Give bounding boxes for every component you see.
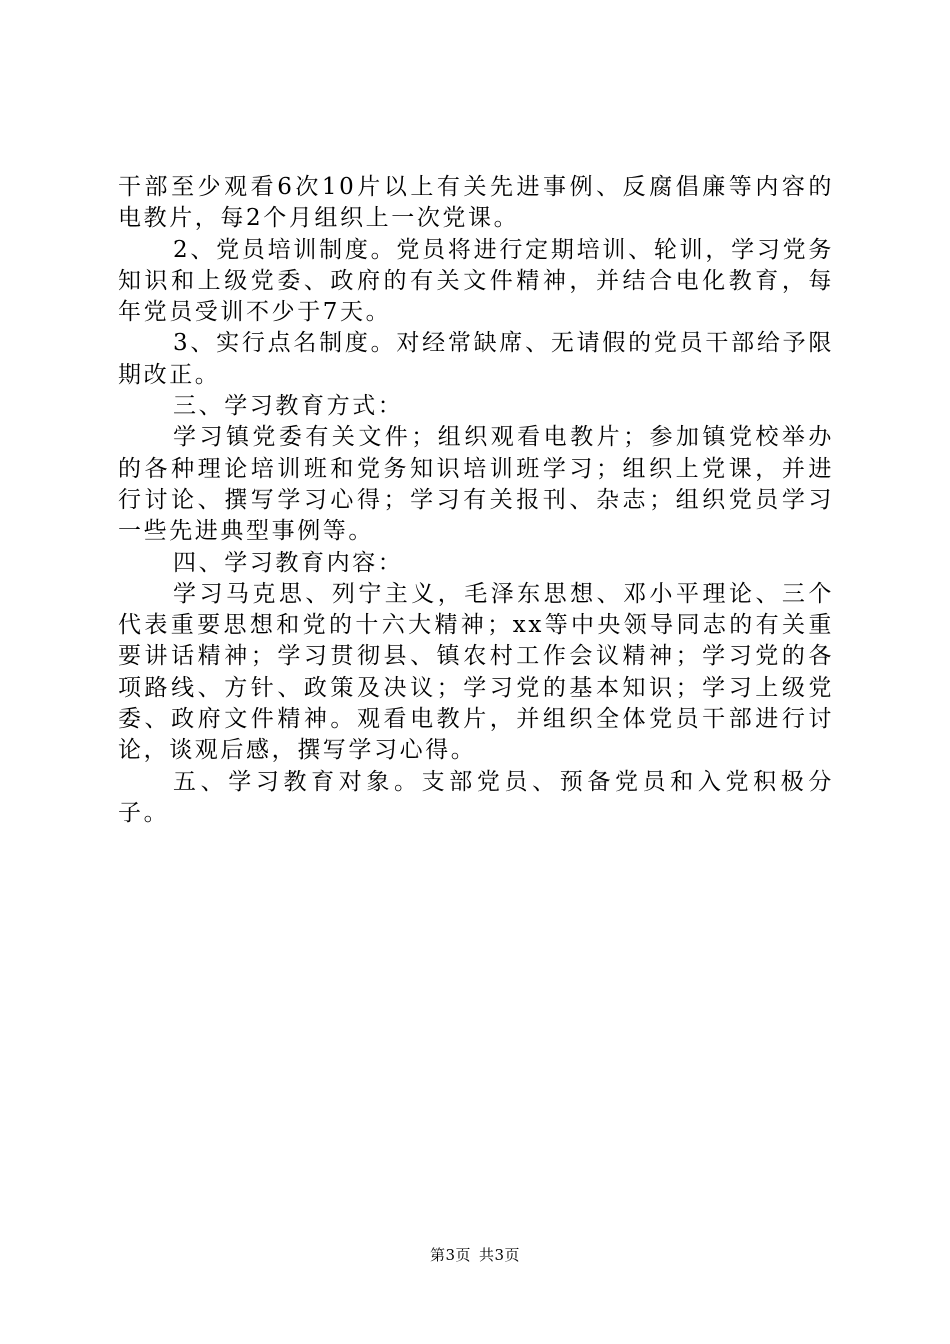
paragraph-continuation: 干部至少观看6次10片以上有关先进事例、反腐倡廉等内容的电教片，每2个月组织上一次党课。 (118, 174, 834, 232)
page-footer (0, 1244, 950, 1265)
paragraph-training-system: 2、党员培训制度。党员将进行定期培训、轮训，学习党务知识和上级党委、政府的有关文件精神，并结合电化教育，每年党员受训不少于7天。 (118, 236, 834, 326)
paragraph-study-audience: 五、学习教育对象。支部党员、预备党员和入党积极分子。 (118, 768, 834, 826)
paragraph-study-content: 学习马克思、列宁主义，毛泽东思想、邓小平理论、三个代表重要思想和党的十六大精神；xx等中央领导同志的有关重要讲话精神；学习贯彻县、镇农村工作会议精神；学习党的各项路线、方针、政策及决议；学习党的基本知识；学习上级党委、政府文件精神。观看电教片，并组织全体党员干部进行讨论，谈观后感，撰写学习心得。 (118, 580, 834, 764)
paragraph-study-methods: 学习镇党委有关文件；组织观看电教片；参加镇党校举办的各种理论培训班和党务知识培训班学习；组织上党课，并进行讨论、撰写学习心得；学习有关报刊、杂志；组织党员学习一些先进典型事例等。 (118, 424, 834, 545)
heading-study-content: 四、学习教育内容： (173, 549, 404, 576)
document-body (118, 172, 834, 829)
heading-study-methods: 三、学习教育方式： (173, 393, 404, 420)
paragraph-roll-call-system: 3、实行点名制度。对经常缺席、无请假的党员干部给予限期改正。 (118, 330, 834, 388)
page-total: 共3页 (479, 1246, 521, 1264)
page-number: 第3页 (429, 1246, 471, 1264)
